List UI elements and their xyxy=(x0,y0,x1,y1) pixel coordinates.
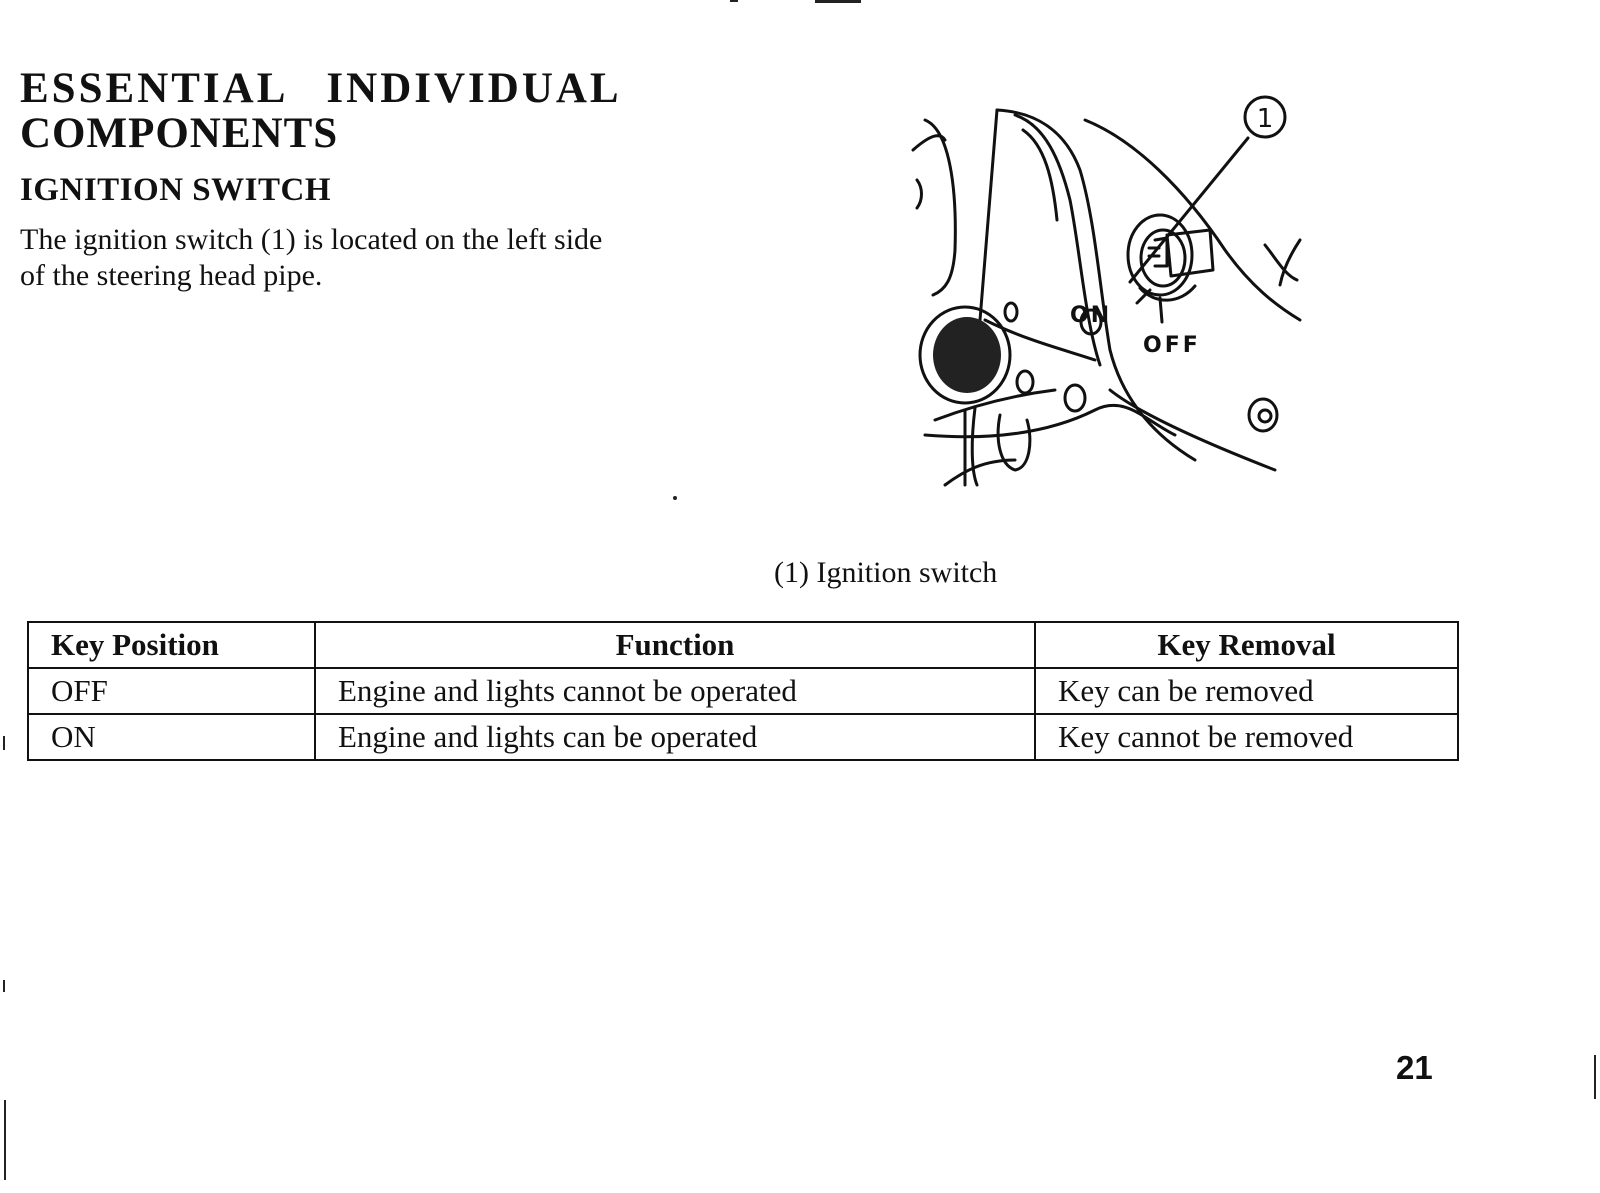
binding-edge-line xyxy=(4,1100,6,1180)
scan-mark xyxy=(3,980,5,992)
section-heading-word-2: INDIVIDUAL xyxy=(326,65,622,112)
key-position-table xyxy=(27,621,1459,761)
ignition-switch-illustration xyxy=(905,90,1325,500)
section-heading xyxy=(20,66,622,156)
scan-mark xyxy=(3,736,5,750)
label-off: OFF xyxy=(1143,333,1201,358)
section-heading-word-1: ESSENTIAL xyxy=(20,65,289,112)
callout-number: 1 xyxy=(1256,104,1274,134)
cell-function: Engine and lights can be operated xyxy=(315,714,1035,760)
cell-key-position: ON xyxy=(28,714,315,760)
headlight-grommet xyxy=(920,307,1010,403)
scan-dot xyxy=(673,496,677,500)
table-header-row xyxy=(28,622,1458,668)
page-number: 21 xyxy=(1396,1049,1433,1086)
ignition-switch-drawing xyxy=(905,90,1325,500)
cell-key-removal: Key can be removed xyxy=(1035,668,1458,714)
cell-key-position: OFF xyxy=(28,668,315,714)
scan-mark xyxy=(730,0,738,2)
figure-caption: (1) Ignition switch xyxy=(774,556,998,589)
label-on: ON xyxy=(1070,303,1112,328)
header-function: Function xyxy=(315,622,1035,668)
table-row xyxy=(28,714,1458,760)
binding-edge-line xyxy=(1594,1055,1596,1099)
subsection-title: IGNITION SWITCH xyxy=(20,172,331,208)
scan-mark xyxy=(815,0,861,3)
table-row xyxy=(28,668,1458,714)
subsection-body: The ignition switch (1) is located on the left side of the steering head pipe. xyxy=(20,223,603,292)
header-key-position: Key Position xyxy=(28,622,315,668)
cell-key-removal: Key cannot be removed xyxy=(1035,714,1458,760)
header-key-removal: Key Removal xyxy=(1035,622,1458,668)
cell-function: Engine and lights cannot be operated xyxy=(315,668,1035,714)
section-heading-line-2: COMPONENTS xyxy=(20,110,339,157)
